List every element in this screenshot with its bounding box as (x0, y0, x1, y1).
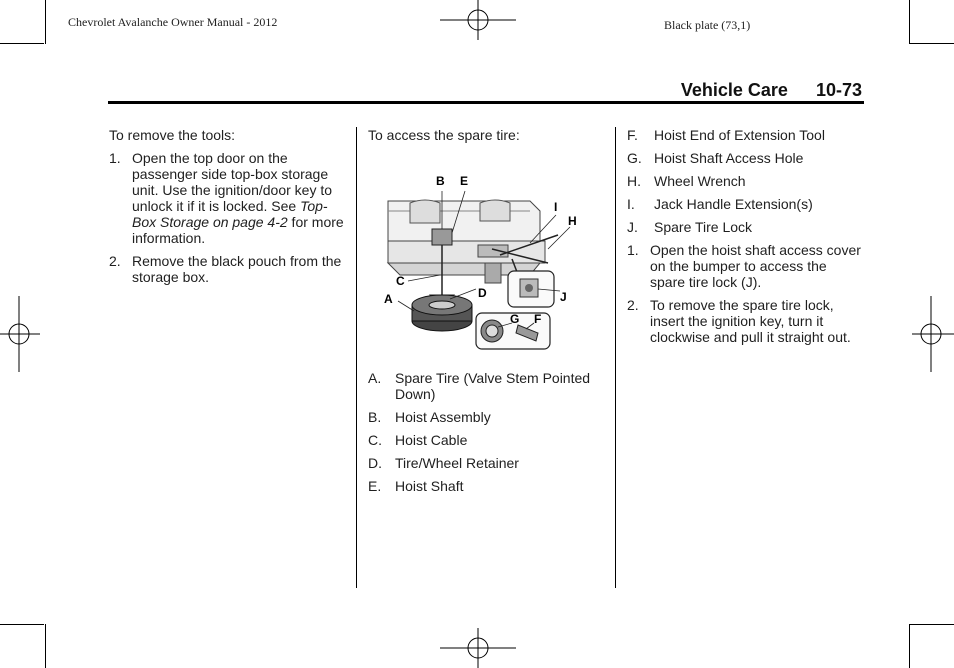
figure-label-h: H (568, 214, 577, 228)
figure-label-b: B (436, 174, 445, 188)
step-number: 2. (109, 253, 121, 269)
legend-letter: F. (627, 127, 638, 143)
legend-item (627, 127, 863, 143)
registration-mark-left (0, 296, 40, 372)
list-item (109, 150, 349, 246)
crop-mark (0, 624, 44, 625)
step-text-part: Open the top door on the passenger side top-box storage unit. Use the ignition/door key to unlock it if it is locked. See (132, 150, 333, 214)
cross-reference-link[interactable]: Top-Box Storage on page 4-2 (132, 198, 328, 230)
step-text-part: for more information. (132, 214, 344, 246)
legend-text: Hoist Cable (395, 432, 468, 448)
figure-label-j: J (560, 290, 567, 304)
plate-label: Black plate (73,1) (664, 18, 751, 32)
crop-mark (910, 43, 954, 44)
figure-label-f: F (534, 312, 542, 326)
legend-letter: D. (368, 455, 382, 471)
step-number: 1. (627, 242, 639, 258)
legend-item (627, 219, 863, 235)
step-number: 1. (109, 150, 121, 166)
spare-tire-hoist-illustration (380, 163, 600, 353)
legend-text: Hoist Shaft Access Hole (654, 150, 804, 166)
legend-text: Spare Tire Lock (654, 219, 753, 235)
legend-text: Hoist End of Extension Tool (654, 127, 825, 143)
column-divider (615, 127, 616, 588)
legend-item (368, 432, 604, 448)
crop-mark (909, 624, 910, 668)
figure-label-a: A (384, 292, 393, 306)
legend-item (368, 409, 604, 425)
legend-item (627, 173, 863, 189)
registration-mark-top (440, 0, 516, 40)
list-item (109, 253, 349, 285)
step-text: Remove the black pouch from the storage box. (132, 253, 342, 285)
column-1 (109, 127, 349, 292)
legend-letter: B. (368, 409, 382, 425)
legend-text: Wheel Wrench (654, 173, 746, 189)
crop-mark (910, 624, 954, 625)
crop-mark (45, 0, 46, 44)
figure-label-e: E (460, 174, 469, 188)
column-3 (627, 127, 863, 352)
figure-label-i: I (554, 200, 558, 214)
crop-mark (0, 43, 44, 44)
manual-title: Chevrolet Avalanche Owner Manual - 2012 (68, 15, 278, 29)
legend-letter: A. (368, 370, 382, 386)
legend-item (627, 196, 863, 212)
legend-text: Hoist Shaft (395, 478, 464, 494)
crop-mark (45, 624, 46, 668)
legend-letter: J. (627, 219, 638, 235)
registration-mark-right (912, 296, 954, 372)
list-item (627, 297, 863, 345)
registration-mark-bottom (440, 628, 516, 668)
header-rule (108, 101, 864, 104)
legend-letter: G. (627, 150, 642, 166)
tools-intro: To remove the tools: (109, 127, 236, 143)
column-divider (356, 127, 357, 588)
figure-label-d: D (478, 286, 487, 300)
legend-text: Jack Handle Extension(s) (654, 196, 813, 212)
legend-item (368, 478, 604, 494)
legend-text: Hoist Assembly (395, 409, 491, 425)
legend-letter: H. (627, 173, 641, 189)
section-title: Vehicle Care (680, 80, 788, 100)
step-number: 2. (627, 297, 639, 313)
step-text: Open the hoist shaft access cover on the bumper to access the spare tire lock (J). (650, 242, 861, 290)
legend-text: Spare Tire (Valve Stem Pointed Down) (395, 370, 591, 402)
figure-label-g: G (510, 312, 520, 326)
step-text (132, 150, 349, 246)
legend-letter: E. (368, 478, 382, 494)
crop-mark (909, 0, 910, 44)
page-number: 10-73 (815, 80, 862, 100)
list-item (627, 242, 863, 290)
step-text: To remove the spare tire lock, insert the ignition key, turn it clockwise and pull it straight out. (650, 297, 851, 345)
legend-item (368, 370, 604, 402)
legend-text: Tire/Wheel Retainer (395, 455, 519, 471)
section-heading (681, 80, 862, 101)
spare-tire-intro: To access the spare tire: (368, 127, 520, 143)
figure-label-c: C (396, 274, 405, 288)
column-2 (368, 127, 604, 501)
legend-item (368, 455, 604, 471)
legend-item (627, 150, 863, 166)
legend-letter: C. (368, 432, 382, 448)
legend-letter: I. (627, 196, 635, 212)
